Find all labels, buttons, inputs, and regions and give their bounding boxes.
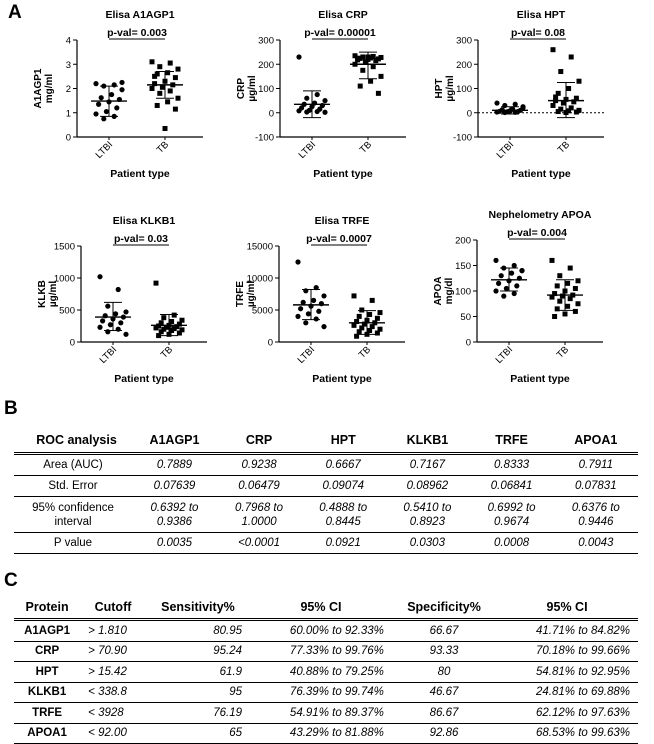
cutoff-value-cell: 41.71% to 84.82% <box>496 620 638 642</box>
y-tick-label: 0 <box>466 108 472 120</box>
protein-name-cell: A1AGP1 <box>14 620 80 642</box>
cutoff-value-cell: < 338.8 <box>80 682 146 703</box>
roc-value-cell: 0.0035 <box>132 533 217 554</box>
data-point <box>114 105 119 110</box>
data-point <box>296 54 301 59</box>
roc-value-cell: 0.08962 <box>385 476 469 497</box>
cutoff-row <box>14 641 638 662</box>
cutoff-value-cell: 80.95 <box>146 620 250 642</box>
data-point <box>560 294 565 299</box>
y-axis-label: A1AGP1 <box>33 68 44 109</box>
data-point <box>316 309 321 314</box>
data-point <box>493 288 498 293</box>
roc-value-cell: 0.06841 <box>469 476 553 497</box>
data-point <box>101 116 106 121</box>
x-axis-label: Patient type <box>312 373 372 385</box>
cutoff-value-cell: 40.88% to 79.25% <box>250 662 392 683</box>
roc-row <box>14 497 638 533</box>
p-value-label: p-val= 0.08 <box>511 27 565 39</box>
data-point <box>494 100 499 105</box>
roc-header-cell: HPT <box>301 428 385 454</box>
y-tick-label: 0 <box>267 337 273 349</box>
y-axis-unit: µg/ml <box>246 280 257 308</box>
y-axis-label: CRP <box>236 77 247 100</box>
data-point <box>520 104 525 109</box>
y-tick-label: 200 <box>258 59 274 71</box>
data-point <box>576 278 581 283</box>
roc-value-cell: 0.06479 <box>217 476 301 497</box>
x-axis-label: Patient type <box>110 168 170 180</box>
cutoff-value-cell: 68.53% to 99.63% <box>496 723 638 744</box>
data-point <box>168 88 173 93</box>
scatter-plot-3 <box>434 9 604 180</box>
x-category-label: TB <box>555 139 573 156</box>
cutoff-row <box>14 662 638 683</box>
x-axis-label: Patient type <box>313 168 373 180</box>
data-point <box>119 80 124 85</box>
data-point <box>563 311 568 316</box>
cutoff-value-cell: > 70.90 <box>80 641 146 662</box>
data-point <box>322 110 327 115</box>
data-point <box>99 95 104 100</box>
data-point <box>550 258 555 263</box>
protein-name-cell: KLKB1 <box>14 682 80 703</box>
cutoff-header-cell: Cutoff <box>80 596 146 620</box>
x-category-label: TB <box>158 344 176 361</box>
x-category-label: LTBI <box>97 344 120 366</box>
y-axis-unit: mg/dl <box>444 277 455 305</box>
data-point <box>552 314 557 319</box>
chart-title: Nephelometry APOA <box>488 209 592 221</box>
data-point <box>573 286 578 291</box>
data-point <box>301 300 306 305</box>
data-point <box>306 311 311 316</box>
y-tick-label: 4 <box>65 35 71 47</box>
data-point <box>152 74 157 79</box>
scatter-plot-1 <box>33 9 203 180</box>
cutoff-header-cell: Protein <box>14 596 80 620</box>
x-category-label: TB <box>154 139 172 156</box>
data-point <box>123 332 128 337</box>
chart-title: Elisa TRFE <box>314 215 370 227</box>
cutoff-value-cell: 60.00% to 92.33% <box>250 620 392 642</box>
roc-header-cell: APOA1 <box>554 428 638 454</box>
data-point <box>161 315 166 320</box>
x-category-label: TB <box>356 344 374 361</box>
cutoff-row <box>14 723 638 744</box>
cutoff-header-cell: Specificity% <box>392 596 496 620</box>
cutoff-value-cell: 66.67 <box>392 620 496 642</box>
roc-value-cell: 0.6376 to 0.9446 <box>554 497 638 533</box>
roc-value-cell: 0.9238 <box>217 454 301 476</box>
y-tick-label: 300 <box>456 35 472 47</box>
cutoff-value-cell: 80 <box>392 662 496 683</box>
x-axis-label: Patient type <box>510 373 570 385</box>
roc-header-cell: ROC analysis <box>14 428 132 454</box>
p-value-label: p-val= 0.0007 <box>306 233 372 245</box>
data-point <box>502 103 507 108</box>
cutoff-value-cell: 24.81% to 69.88% <box>496 682 638 703</box>
data-point <box>368 79 373 84</box>
data-point <box>155 103 160 108</box>
cutoff-value-cell: 95.24 <box>146 641 250 662</box>
data-point <box>565 304 570 309</box>
roc-value-cell: 0.07639 <box>132 476 217 497</box>
data-point <box>105 329 110 334</box>
y-tick-label: 200 <box>456 59 472 71</box>
data-point <box>376 91 381 96</box>
p-value-label: p-val= 0.004 <box>507 227 567 239</box>
data-point <box>116 287 121 292</box>
data-point <box>359 308 364 313</box>
chart-title: Elisa KLKB1 <box>112 215 176 227</box>
data-point <box>551 47 556 52</box>
x-axis-label: Patient type <box>114 373 174 385</box>
roc-value-cell: <0.0001 <box>217 533 301 554</box>
data-point <box>100 318 105 323</box>
y-tick-label: 10000 <box>246 273 273 285</box>
data-point <box>357 329 362 334</box>
data-point <box>157 64 162 69</box>
y-axis-label: TRFE <box>235 280 246 308</box>
roc-value-cell: 0.6667 <box>301 454 385 476</box>
data-point <box>556 109 561 114</box>
data-point <box>108 322 113 327</box>
y-tick-label: 150 <box>455 261 471 272</box>
data-point <box>378 310 383 315</box>
data-point <box>370 298 375 303</box>
data-point <box>154 281 159 286</box>
data-point <box>501 294 506 299</box>
cutoff-header-cell: Sensitivity% <box>146 596 250 620</box>
roc-row <box>14 454 638 476</box>
scatter-plot-4 <box>37 215 207 385</box>
y-tick-label: 15000 <box>246 241 273 253</box>
y-tick-label: 200 <box>455 235 471 247</box>
cutoff-value-cell: 65 <box>146 723 250 744</box>
cutoff-value-cell: 70.18% to 99.66% <box>496 641 638 662</box>
panel-letter-a: A <box>8 2 22 23</box>
data-point <box>172 313 177 318</box>
data-point <box>176 96 181 101</box>
data-point <box>352 293 357 298</box>
roc-value-cell: 0.09074 <box>301 476 385 497</box>
roc-analysis-table <box>14 428 638 554</box>
data-point <box>355 56 360 61</box>
data-point <box>569 54 574 59</box>
roc-value-cell: 0.6992 to 0.9674 <box>469 497 553 533</box>
data-point <box>321 293 326 298</box>
x-category-label: LTBI <box>494 139 517 161</box>
cutoff-header-cell: 95% CI <box>250 596 392 620</box>
y-tick-label: 500 <box>59 305 75 317</box>
data-point <box>177 331 182 336</box>
cutoff-value-cell: 62.12% to 97.63% <box>496 703 638 724</box>
roc-header-cell: TRFE <box>469 428 553 454</box>
data-point <box>112 82 117 87</box>
roc-value-cell: 0.0008 <box>469 533 553 554</box>
p-value-label: p-val= 0.003 <box>107 27 167 39</box>
data-point <box>566 86 571 91</box>
data-point <box>311 298 316 303</box>
chart-title: Elisa HPT <box>516 9 566 21</box>
data-point <box>321 324 326 329</box>
data-point <box>165 99 170 104</box>
y-tick-label: 100 <box>456 84 472 95</box>
cutoff-row <box>14 620 638 642</box>
roc-header-cell: KLKB1 <box>385 428 469 454</box>
data-point <box>93 111 98 116</box>
roc-row-label: Std. Error <box>14 476 132 497</box>
roc-value-cell: 0.0921 <box>301 533 385 554</box>
data-point <box>298 306 303 311</box>
protein-name-cell: APOA1 <box>14 723 80 744</box>
chart-title: Elisa CRP <box>318 9 368 21</box>
data-point <box>96 102 101 107</box>
data-point <box>150 86 155 91</box>
roc-value-cell: 0.7889 <box>132 454 217 476</box>
y-tick-label: 100 <box>455 286 471 298</box>
roc-row-label: P value <box>14 533 132 554</box>
y-tick-label: 100 <box>258 84 274 95</box>
roc-value-cell: 0.5410 to 0.8923 <box>385 497 469 533</box>
cutoff-value-cell: 43.29% to 81.88% <box>250 723 392 744</box>
data-point <box>176 67 181 72</box>
roc-value-cell: 0.4888 to 0.8445 <box>301 497 385 533</box>
y-axis-label: APOA <box>433 276 444 306</box>
cutoff-header-row <box>14 596 638 620</box>
cutoff-value-cell: 76.39% to 99.74% <box>250 682 392 703</box>
cutoff-value-cell: 61.9 <box>146 662 250 683</box>
cutoff-value-cell: 77.33% to 99.76% <box>250 641 392 662</box>
cutoff-value-cell: > 15.42 <box>80 662 146 683</box>
x-category-label: LTBI <box>295 344 318 366</box>
data-point <box>512 263 517 268</box>
roc-header-cell: CRP <box>217 428 301 454</box>
cutoff-value-cell: 86.67 <box>392 703 496 724</box>
data-point <box>104 109 109 114</box>
data-point <box>568 266 573 271</box>
data-point <box>303 320 308 325</box>
y-axis-unit: µg/ml <box>445 75 456 102</box>
data-point <box>173 75 178 80</box>
protein-name-cell: HPT <box>14 662 80 683</box>
data-point <box>113 311 118 316</box>
data-point <box>168 61 173 66</box>
y-tick-label: 50 <box>460 312 471 323</box>
scatter-plot-5 <box>235 215 405 385</box>
cutoff-value-cell: > 1.810 <box>80 620 146 642</box>
data-point <box>558 69 563 74</box>
data-point <box>493 258 498 263</box>
data-point <box>296 108 301 113</box>
data-point <box>322 98 327 103</box>
panel-letter-b: B <box>4 398 18 419</box>
data-point <box>360 68 365 73</box>
roc-value-cell: 0.7968 to 1.0000 <box>217 497 301 533</box>
y-axis-unit: mg/ml <box>44 73 55 104</box>
data-point <box>150 59 155 64</box>
data-point <box>379 74 384 79</box>
data-point <box>119 87 124 92</box>
roc-value-cell: 0.07831 <box>554 476 638 497</box>
cutoff-value-cell: 76.19 <box>146 703 250 724</box>
data-point <box>576 301 581 306</box>
data-point <box>557 273 562 278</box>
y-tick-label: 0 <box>268 108 274 120</box>
data-point <box>367 312 372 317</box>
data-point <box>118 320 123 325</box>
roc-value-cell: 0.7911 <box>554 454 638 476</box>
data-point <box>551 103 556 108</box>
p-value-label: p-val= 0.03 <box>114 233 168 245</box>
cutoff-value-cell: 92.86 <box>392 723 496 744</box>
data-point <box>97 325 102 330</box>
data-point <box>105 304 110 309</box>
data-point <box>512 291 517 296</box>
data-point <box>513 102 518 107</box>
data-point <box>519 268 524 273</box>
data-point <box>315 109 320 114</box>
data-point <box>509 271 514 276</box>
data-point <box>514 283 519 288</box>
data-point <box>173 107 178 112</box>
data-point <box>574 110 579 115</box>
y-tick-label: 1000 <box>53 273 75 285</box>
x-category-label: LTBI <box>296 139 319 161</box>
y-tick-label: 0 <box>65 132 71 144</box>
p-value-label: p-val= 0.00001 <box>304 27 376 39</box>
cutoff-value-cell: < 3928 <box>80 703 146 724</box>
y-axis-label: HPT <box>434 78 445 99</box>
roc-value-cell: 0.0043 <box>554 533 638 554</box>
data-point <box>304 109 309 114</box>
cutoff-value-cell: < 92.00 <box>80 723 146 744</box>
scatter-plot-2 <box>236 9 406 180</box>
data-point <box>315 92 320 97</box>
data-point <box>154 325 159 330</box>
roc-header-row <box>14 428 638 454</box>
y-tick-label: 3 <box>65 59 71 71</box>
data-point <box>109 92 114 97</box>
data-point <box>568 296 573 301</box>
x-category-label: LTBI <box>93 139 116 161</box>
data-point <box>357 314 362 319</box>
data-point <box>499 273 504 278</box>
x-category-label: TB <box>357 139 375 156</box>
data-point <box>577 79 582 84</box>
roc-value-cell: 0.6392 to 0.9386 <box>132 497 217 533</box>
y-tick-label: 0 <box>465 337 471 349</box>
data-point <box>373 58 378 63</box>
data-point <box>358 84 363 89</box>
data-point <box>565 281 570 286</box>
data-point <box>303 288 308 293</box>
panel-letter-c: C <box>4 570 18 591</box>
roc-value-cell: 0.0303 <box>385 533 469 554</box>
data-point <box>295 259 300 264</box>
roc-row-label: 95% confidence interval <box>14 497 132 533</box>
data-point <box>352 323 357 328</box>
roc-header-cell: A1AGP1 <box>132 428 217 454</box>
cutoff-value-cell: 93.33 <box>392 641 496 662</box>
x-category-label: TB <box>554 344 572 361</box>
data-point <box>157 91 162 96</box>
y-axis-unit: µg/ml <box>247 75 258 102</box>
y-tick-label: 1 <box>65 108 71 120</box>
data-point <box>553 94 558 99</box>
y-tick-label: 5000 <box>251 305 273 317</box>
x-category-label: LTBI <box>493 344 516 366</box>
data-point <box>97 274 102 279</box>
data-point <box>116 327 121 332</box>
cutoff-value-cell: 46.67 <box>392 682 496 703</box>
data-point <box>93 81 98 86</box>
chart-title: Elisa A1AGP1 <box>105 9 175 21</box>
cutoff-row <box>14 682 638 703</box>
roc-row <box>14 476 638 497</box>
protein-name-cell: CRP <box>14 641 80 662</box>
protein-name-cell: TRFE <box>14 703 80 724</box>
y-tick-label: 0 <box>69 337 75 349</box>
data-point <box>375 316 380 321</box>
y-axis-unit: µg/ml <box>48 280 59 308</box>
roc-value-cell: 0.7167 <box>385 454 469 476</box>
cutoff-value-cell: 95 <box>146 682 250 703</box>
data-point <box>163 126 168 131</box>
cutoff-value-cell: 54.81% to 92.95% <box>496 662 638 683</box>
roc-value-cell: 0.8333 <box>469 454 553 476</box>
data-point <box>496 281 501 286</box>
y-tick-label: 300 <box>258 35 274 47</box>
data-point <box>573 309 578 314</box>
data-point <box>304 96 309 101</box>
data-point <box>557 299 562 304</box>
cutoff-value-cell: 54.91% to 89.37% <box>250 703 392 724</box>
y-tick-label: 1500 <box>53 241 75 253</box>
data-point <box>504 286 509 291</box>
scatter-plot-6 <box>433 209 603 385</box>
x-axis-label: Patient type <box>511 168 571 180</box>
roc-row-label: Area (AUC) <box>14 454 132 476</box>
cutoff-header-cell: 95% CI <box>496 596 638 620</box>
data-point <box>123 309 128 314</box>
y-tick-label: 2 <box>65 84 71 95</box>
cutoff-row <box>14 703 638 724</box>
data-point <box>555 283 560 288</box>
y-axis-label: KLKB <box>37 280 48 308</box>
y-tick-label: -100 <box>452 132 472 144</box>
data-point <box>295 314 300 319</box>
y-tick-label: -100 <box>254 132 274 144</box>
data-point <box>314 316 319 321</box>
data-point <box>165 70 170 75</box>
roc-row <box>14 533 638 554</box>
